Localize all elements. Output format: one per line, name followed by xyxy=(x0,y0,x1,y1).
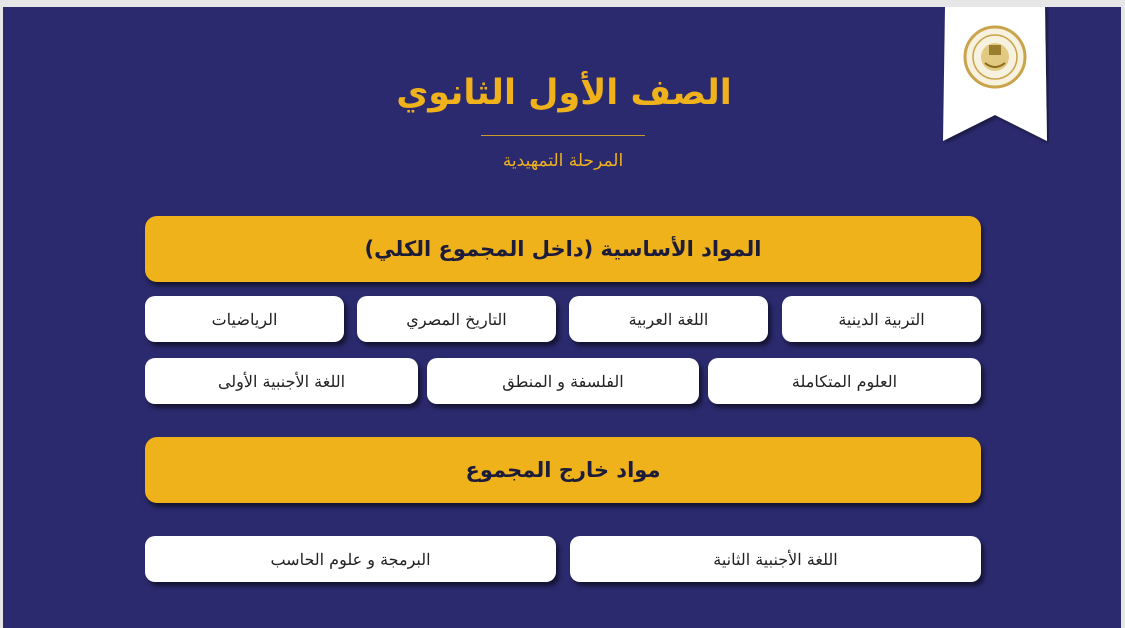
subject-arabic[interactable]: اللغة العربية xyxy=(569,296,768,342)
extra-subjects-header: مواد خارج المجموع xyxy=(145,437,981,503)
ministry-emblem-icon xyxy=(939,7,1049,145)
subject-mathematics[interactable]: الرياضيات xyxy=(145,296,344,342)
slide xyxy=(3,7,1121,628)
page-subtitle: المرحلة التمهيدية xyxy=(502,151,624,171)
core-subjects-header: المواد الأساسية (داخل المجموع الكلي) xyxy=(145,216,981,282)
subject-second-foreign-language[interactable]: اللغة الأجنبية الثانية xyxy=(570,536,981,582)
page-title: الصف الأول الثانوي xyxy=(396,73,732,113)
subject-programming-computer-science[interactable]: البرمجة و علوم الحاسب xyxy=(145,536,556,582)
title-divider xyxy=(481,135,645,136)
subject-philosophy-logic[interactable]: الفلسفة و المنطق xyxy=(427,358,699,404)
subject-integrated-sciences[interactable]: العلوم المتكاملة xyxy=(708,358,981,404)
subject-first-foreign-language[interactable]: اللغة الأجنبية الأولى xyxy=(145,358,418,404)
subject-egyptian-history[interactable]: التاريخ المصري xyxy=(357,296,556,342)
subject-religious-education[interactable]: التربية الدينية xyxy=(782,296,981,342)
